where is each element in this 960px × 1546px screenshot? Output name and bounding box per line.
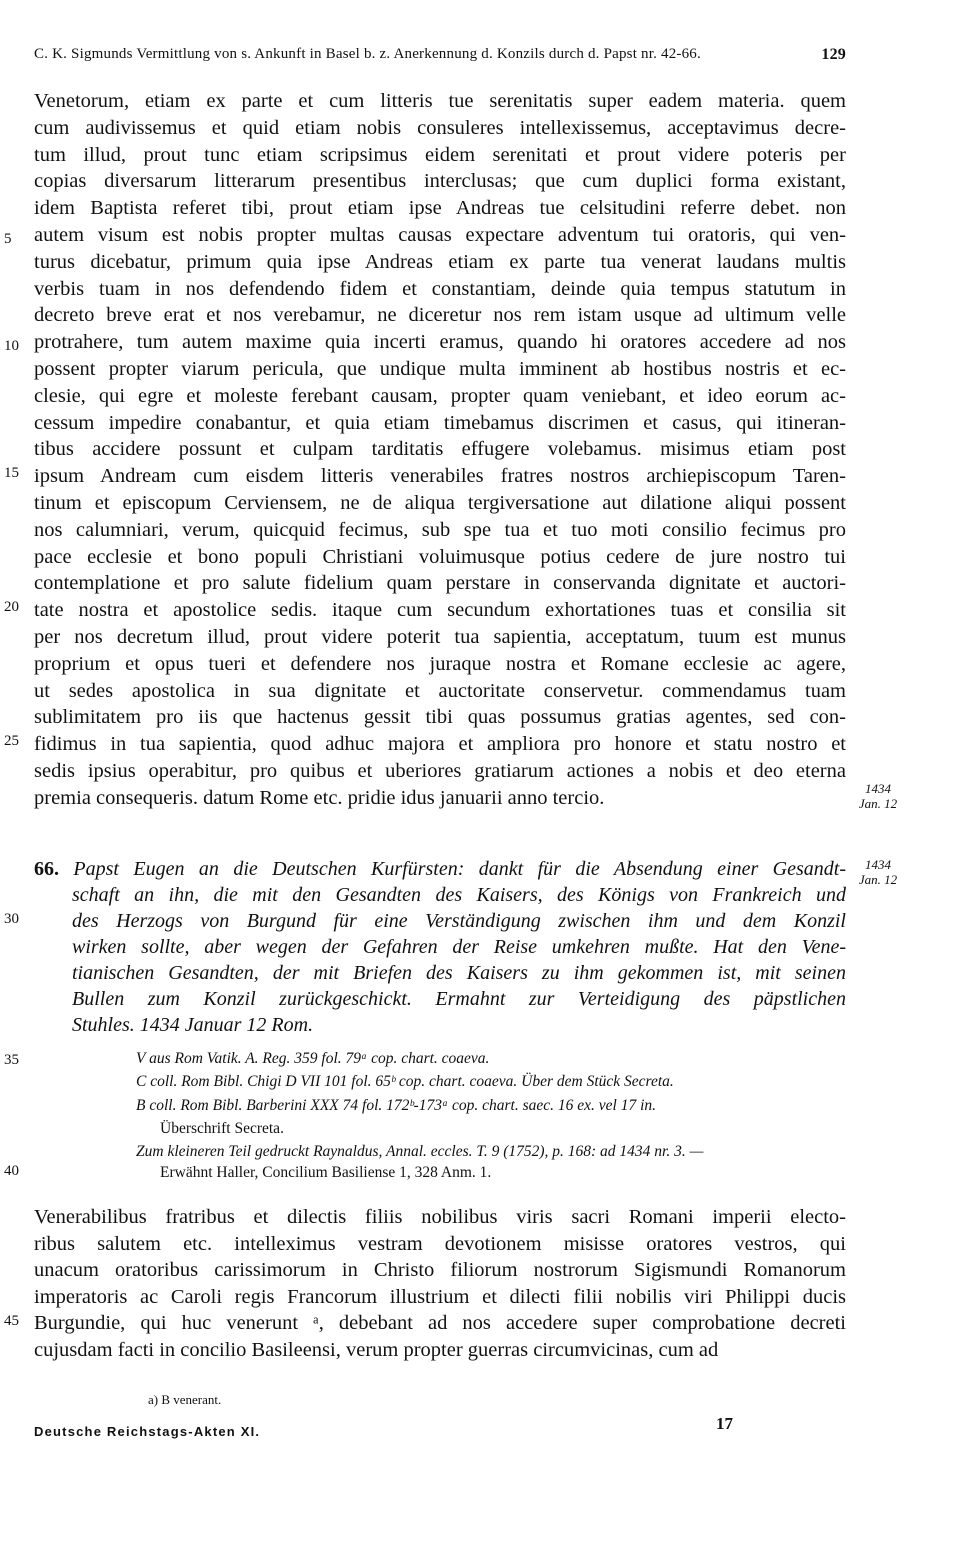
regest-margin-date <box>846 857 910 887</box>
text-line: fidimus in tua sapientia, quod adhuc majora et ampliora pro honore et statu nostro et <box>34 733 846 756</box>
regest-line: Bullen zum Konzil zurückgeschickt. Ermahnt zur Verteidigung des päpstlichen <box>72 988 846 1010</box>
text-line: Venetorum, etiam ex parte et cum litteris tue serenitatis super eadem materia. quem <box>34 90 846 112</box>
text-line: protrahere, tum autem maxime quia incerti eramus, quando hi oratores accedere ad nos <box>34 331 846 354</box>
running-head <box>34 46 846 64</box>
text-line: decreto breve erat et nos verebamur, ne diceretur nos rem istam usque ad ultimum velle <box>34 304 846 327</box>
regest-text: Papst Eugen an die Deutschen Kurfürsten: dankt für die Absendung einer Gesandt- <box>73 858 846 880</box>
source-line: Zum kleineren Teil gedruckt Raynaldus, Annal. eccles. T. 9 (1752), p. 168: ad 1434 nr. 3. — <box>136 1143 704 1160</box>
text-line: verbis tuam in nos defendendo fidem et constantiam, deinde quia tempus statutum in <box>34 277 846 300</box>
text-line: nos calumniari, verum, quicquid fecimus, sub spe tua et tuo moti consilio fecimus pro <box>34 518 846 541</box>
margin-date <box>846 781 910 811</box>
margin-date-day: Jan. 12 <box>858 872 898 887</box>
line-number: 35 <box>4 1052 19 1068</box>
document-number: 66. <box>34 858 59 880</box>
regest-line: schaft an ihn, die mit den Gesandten des Kaisers, des Königs von Frankreich und <box>72 884 846 906</box>
text-line: pace ecclesie et bono populi Christiani voluimusque potius cedere de jure nostro tui <box>34 545 846 568</box>
text-line: tinum et episcopum Cerviensem, ne de aliqua tergiversatione aut dilatione aliqui possent <box>34 492 846 514</box>
text-line: sedis ipsius operabitur, pro quibus et uberiores gratiarum actiones a nobis et deo eterna <box>34 760 846 782</box>
text-line: contemplatione et pro salute fidelium quam perstare in conservanda dignitate et auctori- <box>34 572 846 595</box>
regest-line <box>34 856 846 882</box>
line-number: 40 <box>4 1163 19 1179</box>
line-number: 30 <box>4 911 19 927</box>
regest-line: wirken sollte, aber wegen der Gefahren der Reise umkehren mußte. Hat den Vene- <box>72 936 846 958</box>
text-line: Venerabilibus fratribus et dilectis filiis nobilibus viris sacri Romani imperii electo- <box>34 1206 846 1228</box>
text-line: tum illud, prout tunc etiam scripsimus eidem serenitati et prout videre poteris per <box>34 143 846 166</box>
source-line: Erwähnt Haller, Concilium Basiliense 1, 328 Anm. 1. <box>160 1164 492 1181</box>
line-number: 25 <box>4 733 19 749</box>
regest-line: des Herzogs von Burgund für eine Verständigung zwischen ihm und dem Konzil <box>72 910 846 932</box>
line-number: 20 <box>4 599 19 615</box>
margin-date-year: 1434 <box>865 781 891 796</box>
text-line: unacum oratoribus carissimorum in Christo filiorum nostrorum Sigismundi Romanorum <box>34 1259 846 1282</box>
text-line: per nos decretum illud, prout videre poterit tua sapientia, acceptatum, tuum est munus <box>34 626 846 648</box>
line-number: 15 <box>4 465 19 481</box>
source-line: Überschrift Secreta. <box>160 1120 284 1137</box>
text-line: clesie, qui egre et moleste ferebant causam, propter quam veniebant, et ideo eorum ac- <box>34 384 846 407</box>
text-line: premia consequeris. datum Rome etc. pridie idus januarii anno tercio. <box>34 786 605 809</box>
margin-date-day: Jan. 12 <box>858 796 898 811</box>
margin-date-year: 1434 <box>865 857 891 872</box>
text-line: cessum impedire conabantur, et quia etiam timebamus discrimen et casus, qui itineran- <box>34 411 846 434</box>
text-line: autem visum est nobis propter multas causas expectare adventum tui oratoris, qui ven- <box>34 224 846 246</box>
text-line: cujusdam facti in concilio Basileensi, verum propter guerras circumvicinas, cum ad <box>34 1339 719 1361</box>
text-line: tate nostra et apostolice sedis. itaque cum secundum exhortationes tuas et consilia sit <box>34 599 846 622</box>
text-line: ut sedes apostolica in sua dignitate et auctoritate conservetur. commendamus tuam <box>34 679 846 702</box>
page-number: 129 <box>821 46 846 63</box>
running-title: C. K. Sigmunds Vermittlung von s. Ankunft in Basel b. z. Anerkennung d. Konzils durch d. Papst nr. 42-66. <box>34 46 701 62</box>
regest-line: Stuhles. 1434 Januar 12 Rom. <box>72 1014 314 1036</box>
publication-signature: Deutsche Reichstags-Akten XI. <box>34 1424 261 1439</box>
text-line: ipsum Andream cum eisdem litteris venerabiles fratres nostros archiepiscopum Taren- <box>34 465 846 488</box>
source-line: C coll. Rom Bibl. Chigi D VII 101 fol. 65ᵇ cop. chart. coaeva. Über dem Stück Secreta. <box>136 1073 674 1090</box>
text-line: possent propter viarum pericula, que undique multa imminent ab hostibus nostris et ec- <box>34 358 846 380</box>
text-line: turus dicebatur, primum quia ipse Andreas etiam ex parte tua venerat laudans multis <box>34 250 846 273</box>
text-line: Burgundie, qui huc venerunt ᵃ, debebant ad nos accedere super comprobatione decreti <box>34 1312 846 1335</box>
text-line: cum audivissemus et quid etiam nobis consuleres intellexissemus, acceptavimus decre- <box>34 116 846 139</box>
text-line: idem Baptista referet tibi, prout etiam ipse Andreas tue celsitudini referre debet. non <box>34 197 846 220</box>
line-number: 10 <box>4 338 19 354</box>
source-line: V aus Rom Vatik. A. Reg. 359 fol. 79ᵃ cop. chart. coaeva. <box>136 1050 490 1067</box>
regest-line: tianischen Gesandten, der mit Briefen des Kaisers zu ihm gekommen ist, mit seinen <box>72 962 846 984</box>
sheet-number: 17 <box>716 1414 733 1433</box>
line-number: 45 <box>4 1313 19 1329</box>
text-line: ribus salutem etc. intelleximus vestram devotionem misisse oratores vestros, qui <box>34 1232 846 1255</box>
line-number: 5 <box>4 231 12 247</box>
source-line: B coll. Rom Bibl. Barberini XXX 74 fol. 172ᵇ-173ᵃ cop. chart. saec. 16 ex. vel 17 in. <box>136 1097 657 1114</box>
text-line: copias diversarum litterarum presentibus interclusas; que cum duplici forma existant, <box>34 170 846 193</box>
text-line: proprium et opus tueri et defendere nos juraque nostra et Romane ecclesie ac agere, <box>34 652 846 675</box>
footnote: a) B venerant. <box>148 1392 222 1407</box>
text-line: tibus accidere possunt et culpam tarditatis effugere volebamus. misimus etiam post <box>34 438 846 461</box>
text-line: sublimitatem pro iis que hactenus gessit tibi quas possumus gratias agentes, sed con- <box>34 706 846 729</box>
text-line: imperatoris ac Caroli regis Francorum illustrium et dilecti filii nobilis viri Philippi ducis <box>34 1285 846 1308</box>
